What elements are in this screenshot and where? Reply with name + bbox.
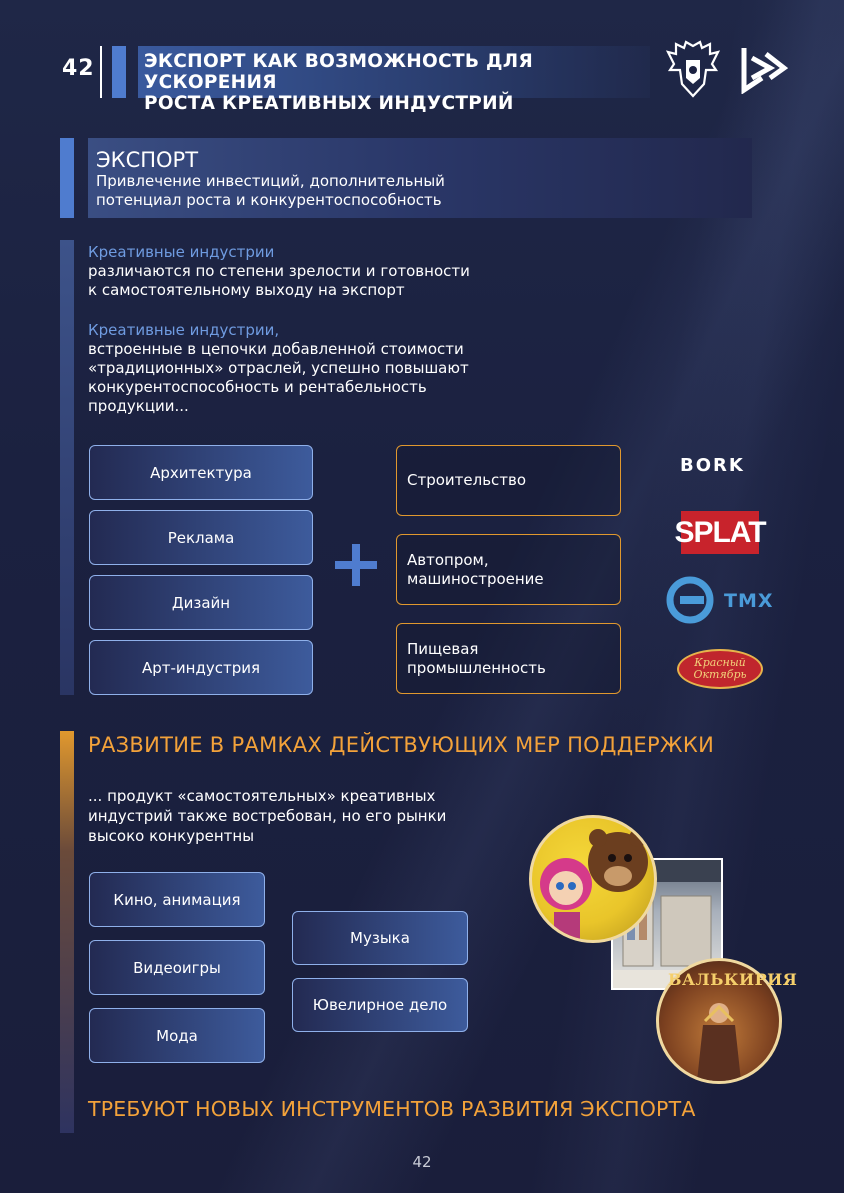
development-text-line1: ... продукт «самостоятельных» креативных <box>88 787 436 805</box>
export-subtitle-line1: Привлечение инвестиций, дополнительный <box>96 172 445 190</box>
cartoon-characters-icon <box>532 818 654 940</box>
industry-jewelry: Ювелирное дело <box>292 978 468 1032</box>
traditional-food-line2: промышленность <box>407 658 546 677</box>
traditional-food-line1: Пищевая <box>407 639 479 658</box>
page-number-top: 42 <box>62 56 95 81</box>
tmx-logo-text: TMX <box>724 590 774 612</box>
krasny-oktyabr-logo <box>677 649 763 689</box>
industry-art: Арт-индустрия <box>89 640 313 695</box>
traditional-construction <box>396 445 621 516</box>
info-block-1 <box>88 243 528 300</box>
traditional-auto <box>396 534 621 605</box>
bork-logo: BORK <box>680 455 745 476</box>
info-block2-heading: Креативные индустрии, <box>88 321 280 339</box>
industry-music: Музыка <box>292 911 468 965</box>
info-block1-line2: к самостоятельному выходу на экспорт <box>88 281 405 299</box>
page-number-bottom: 42 <box>412 1153 432 1171</box>
export-accent-bar <box>60 138 74 218</box>
industry-architecture: Архитектура <box>89 445 313 500</box>
export-title: ЭКСПОРТ <box>96 148 199 172</box>
development-accent-bar <box>60 731 74 1133</box>
traditional-food <box>396 623 621 694</box>
page-title <box>138 46 650 114</box>
industry-design: Дизайн <box>89 575 313 630</box>
traditional-auto-line2: машиностроение <box>407 569 544 588</box>
ko-line1: Красный <box>694 656 746 669</box>
valkyrie-poster-title: ВАЛЬКИРИЯ <box>668 970 798 989</box>
traditional-construction-line1: Строительство <box>407 471 527 489</box>
info-block1-line1: различаются по степени зрелости и готовности <box>88 262 470 280</box>
splat-logo: SPLAT <box>681 511 759 554</box>
brand-logo-icon <box>740 44 788 94</box>
info-block1-heading: Креативные индустрии <box>88 243 275 261</box>
header-divider <box>100 46 102 98</box>
masha-and-bear-image <box>529 815 657 943</box>
ko-line2: Октябрь <box>693 668 747 681</box>
info-accent-bar <box>60 240 74 695</box>
industry-film-animation: Кино, анимация <box>89 872 265 927</box>
info-block2-line2: «традиционных» отраслей, успешно повышают <box>88 359 469 377</box>
page-title-line1: ЭКСПОРТ КАК ВОЗМОЖНОСТЬ ДЛЯ УСКОРЕНИЯ <box>144 51 533 93</box>
info-block-2 <box>88 321 528 416</box>
development-text-line2: индустрий также востребован, но его рынки <box>88 807 447 825</box>
info-block2-line1: встроенные в цепочки добавленной стоимости <box>88 340 464 358</box>
industry-advertising: Реклама <box>89 510 313 565</box>
export-banner <box>88 138 752 218</box>
traditional-auto-line1: Автопром, <box>407 550 489 569</box>
development-text-line3: высоко конкурентны <box>88 827 255 845</box>
industry-fashion: Мода <box>89 1008 265 1063</box>
export-subtitle-line2: потенциал роста и конкурентоспособность <box>96 191 442 209</box>
info-block2-line3: конкурентоспособность и рентабельность <box>88 378 427 396</box>
plus-icon <box>334 540 378 590</box>
page-title-line2: РОСТА КРЕАТИВНЫХ ИНДУСТРИЙ <box>144 93 514 114</box>
bottom-title: ТРЕБУЮТ НОВЫХ ИНСТРУМЕНТОВ РАЗВИТИЯ ЭКСПОРТА <box>88 1097 696 1121</box>
coat-of-arms-icon <box>666 40 720 100</box>
header-accent-bar <box>112 46 126 98</box>
industry-videogames: Видеоигры <box>89 940 265 995</box>
development-text <box>88 786 508 846</box>
development-title: РАЗВИТИЕ В РАМКАХ ДЕЙСТВУЮЩИХ МЕР ПОДДЕРЖКИ <box>88 733 715 757</box>
info-block2-line4: продукции... <box>88 397 189 415</box>
